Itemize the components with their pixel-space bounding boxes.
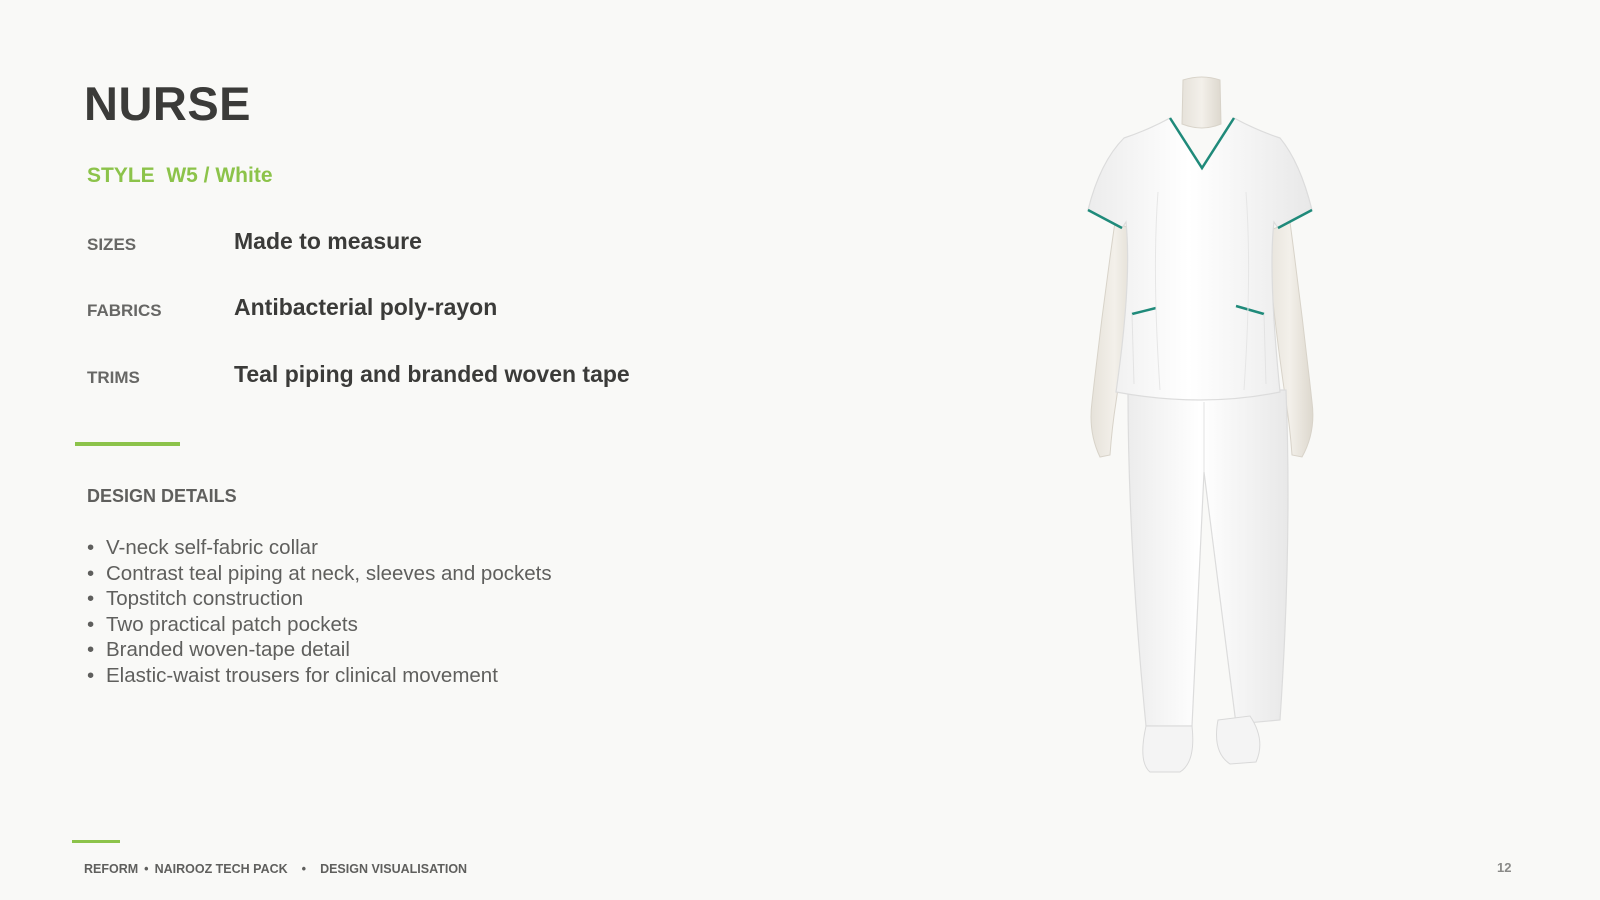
spec-label-trims: TRIMS xyxy=(87,368,140,387)
separator-dot: • xyxy=(144,862,149,876)
spec-row-fabrics xyxy=(87,294,687,324)
list-item: • Elastic-waist trousers for clinical movement xyxy=(87,663,552,689)
footer-section: DESIGN VISUALISATION xyxy=(320,862,468,876)
page-title: NURSE xyxy=(84,77,252,130)
footer-document: NAIROOZ TECH PACK xyxy=(154,862,288,876)
spec-label-fabrics: FABRICS xyxy=(87,301,162,320)
design-details-list xyxy=(87,535,552,688)
separator-dot: • xyxy=(301,862,307,876)
right-shoe xyxy=(1217,716,1260,764)
design-details-heading: DESIGN DETAILS xyxy=(87,486,237,506)
footer-divider xyxy=(72,840,120,843)
spec-row-trims xyxy=(87,361,687,391)
spec-row-sizes xyxy=(87,228,687,258)
list-item: • Topstitch construction xyxy=(87,586,552,612)
style-code: STYLE W5 / White xyxy=(87,164,273,187)
spec-label-sizes: SIZES xyxy=(87,235,137,254)
mannequin-neck xyxy=(1182,77,1221,128)
left-shoe xyxy=(1143,726,1193,772)
section-divider xyxy=(75,442,180,446)
page-number: 12 xyxy=(1497,860,1512,875)
list-item: • V-neck self-fabric collar xyxy=(87,535,552,561)
list-item: • Contrast teal piping at neck, sleeves and pockets xyxy=(87,561,552,587)
trousers xyxy=(1128,390,1288,726)
list-item: • Branded woven-tape detail xyxy=(87,637,552,663)
footer-breadcrumb xyxy=(84,862,467,876)
spec-value-trims: Teal piping and branded woven tape xyxy=(234,361,630,387)
footer-brand: REFORM xyxy=(84,862,139,876)
list-item: • Two practical patch pockets xyxy=(87,612,552,638)
spec-value-sizes: Made to measure xyxy=(234,228,422,254)
spec-value-fabrics: Antibacterial poly-rayon xyxy=(234,294,498,320)
garment-illustration xyxy=(1080,72,1370,792)
